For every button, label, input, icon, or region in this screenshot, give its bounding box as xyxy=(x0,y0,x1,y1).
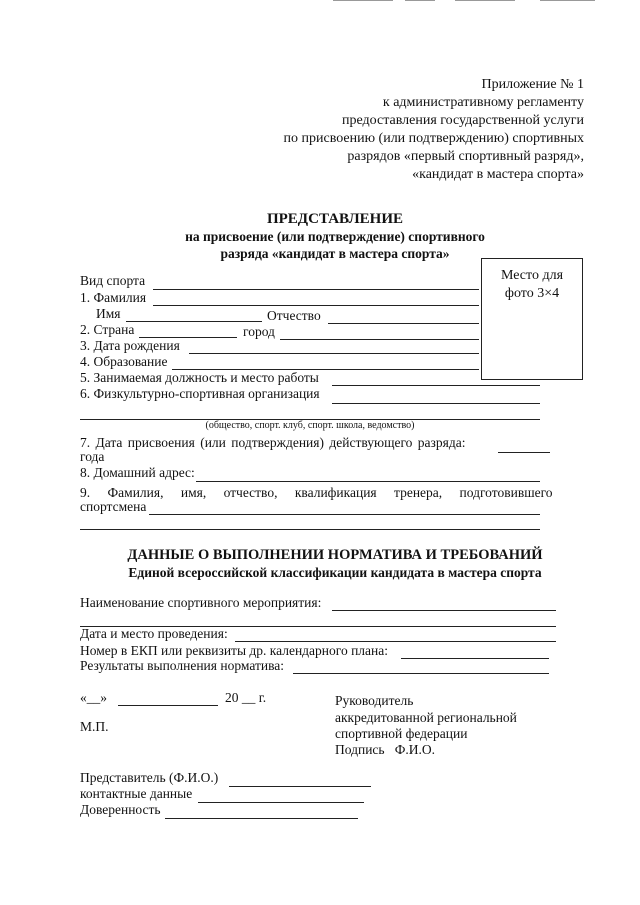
city-label: город xyxy=(243,324,275,339)
representative-field[interactable] xyxy=(229,786,371,787)
rank-date-label: 7. Дата присвоения (или подтверждения) действующего разряда: xyxy=(80,435,466,450)
ekp-label: Номер в ЕКП или реквизиты др. календарного плана: xyxy=(80,643,389,658)
date-day: «__» xyxy=(80,690,107,705)
scan-mark xyxy=(333,0,393,1)
date-month-field[interactable] xyxy=(118,705,218,706)
doc-subtitle-2: разряда «кандидат в мастера спорта» xyxy=(220,246,450,261)
name-label: Имя xyxy=(96,306,121,321)
head-line-2: аккредитованной региональной xyxy=(335,710,517,725)
birthdate-label: 3. Дата рождения xyxy=(80,338,180,353)
name-field[interactable] xyxy=(126,321,262,322)
photo-label-1: Место для xyxy=(500,268,564,283)
organization-field[interactable] xyxy=(332,403,540,404)
address-label: 8. Домашний адрес: xyxy=(80,465,195,480)
annex-line: разрядов «первый спортивный разряд», xyxy=(347,149,584,164)
contacts-label: контактные данные xyxy=(80,786,193,801)
doc-subtitle-1: на присвоение (или подтверждение) спортивного xyxy=(185,229,485,244)
education-label: 4. Образование xyxy=(80,354,168,369)
position-field[interactable] xyxy=(332,385,540,386)
event-date-field[interactable] xyxy=(235,641,556,642)
annex-block xyxy=(224,76,584,184)
patronymic-field[interactable] xyxy=(328,323,479,324)
event-date-label: Дата и место проведения: xyxy=(80,626,228,641)
city-field[interactable] xyxy=(280,339,479,340)
scan-mark xyxy=(405,0,435,1)
trainer-label-2: спортсмена xyxy=(80,499,147,514)
photo-placeholder xyxy=(481,258,583,380)
position-label: 5. Занимаемая должность и место работы xyxy=(80,370,319,385)
address-field[interactable] xyxy=(196,481,540,482)
surname-field[interactable] xyxy=(153,305,479,306)
sport-field[interactable] xyxy=(153,289,479,290)
rank-date-year: года xyxy=(80,449,105,464)
photo-label-2: фото 3×4 xyxy=(504,286,560,301)
results-label: Результаты выполнения норматива: xyxy=(80,658,285,673)
annex-line: предоставления государственной услуги xyxy=(342,113,584,128)
power-of-attorney-field[interactable] xyxy=(165,818,358,819)
birthdate-field[interactable] xyxy=(189,353,479,354)
trainer-field-2[interactable] xyxy=(80,529,540,530)
annex-line: к административному регламенту xyxy=(382,95,584,110)
surname-label: 1. Фамилия xyxy=(80,290,147,305)
scan-mark xyxy=(455,0,515,1)
annex-line: «кандидат в мастера спорта» xyxy=(412,167,584,182)
trainer-field[interactable] xyxy=(149,514,540,515)
head-line-3: спортивной федерации xyxy=(335,726,468,741)
doc-title: ПРЕДСТАВЛЕНИЕ xyxy=(266,211,404,227)
section2-subtitle: Единой всероссийской классификации кандидата в мастера спорта xyxy=(128,565,542,580)
organization-note: (общество, спорт. клуб, спорт. школа, ведомство) xyxy=(205,420,415,431)
scan-mark xyxy=(540,0,595,1)
annex-line: Приложение № 1 xyxy=(481,77,584,92)
ekp-field[interactable] xyxy=(401,658,549,659)
event-name-label: Наименование спортивного мероприятия: xyxy=(80,595,322,610)
sign-name-label: Подпись Ф.И.О. xyxy=(335,742,435,757)
date-year: 20 __ г. xyxy=(225,690,267,705)
head-line-1: Руководитель xyxy=(335,693,414,708)
contacts-field[interactable] xyxy=(198,802,364,803)
representative-label: Представитель (Ф.И.О.) xyxy=(80,770,219,785)
trainer-label-1: 9. Фамилия, имя, отчество, квалификация тренера, подготовившего xyxy=(80,485,553,500)
organization-label: 6. Физкультурно-спортивная организация xyxy=(80,386,320,401)
event-name-field[interactable] xyxy=(332,610,556,611)
power-of-attorney-label: Доверенность xyxy=(80,802,161,817)
rank-date-field[interactable] xyxy=(498,452,550,453)
results-field[interactable] xyxy=(293,673,549,674)
annex-line: по присвоению (или подтверждению) спортивных xyxy=(283,131,584,146)
patronymic-label: Отчество xyxy=(267,308,321,323)
sport-label: Вид спорта xyxy=(80,273,146,288)
stamp-label: М.П. xyxy=(80,719,109,734)
section2-title: ДАННЫЕ О ВЫПОЛНЕНИИ НОРМАТИВА И ТРЕБОВАНИЙ xyxy=(127,547,543,563)
country-label: 2. Страна xyxy=(80,322,135,337)
